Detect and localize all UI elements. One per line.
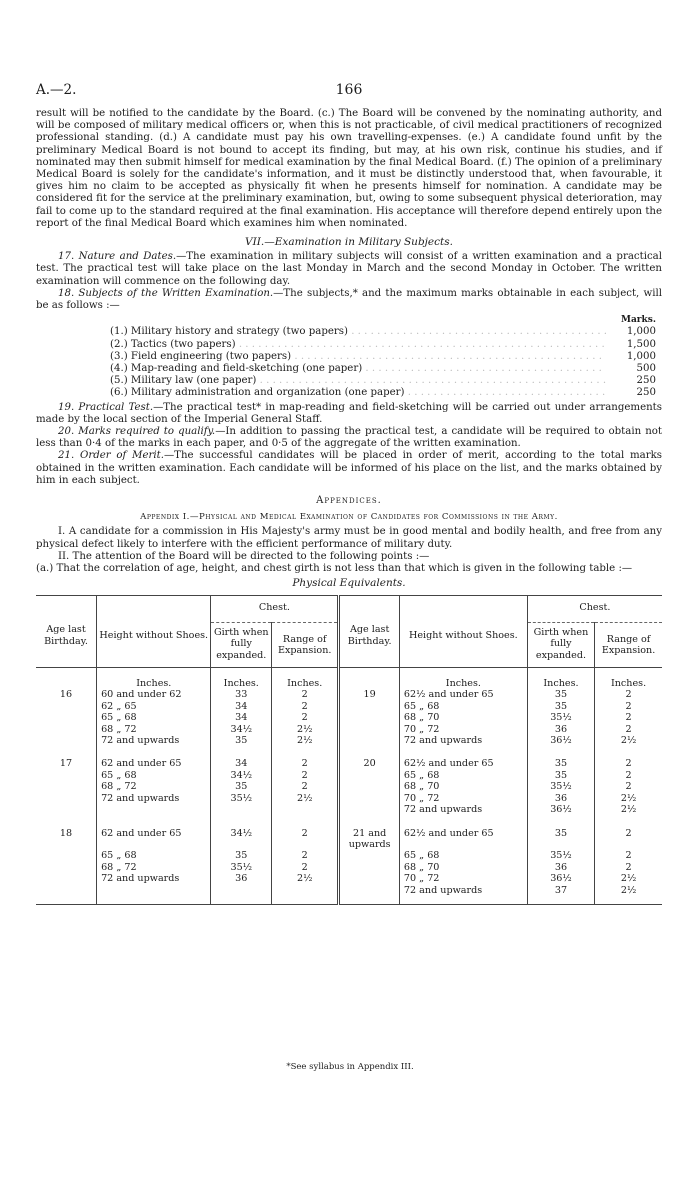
girth-right: 36 bbox=[527, 793, 594, 804]
range-left: 2 bbox=[272, 701, 339, 712]
age-left bbox=[36, 793, 97, 804]
marks-value: 500 bbox=[636, 363, 656, 375]
appendix-para-1: I. A candidate for a commission in His Majesty's army must be in good mental and bodily health, and free from any physical defect likely to interfere with the efficient performance of military duty. bbox=[36, 526, 662, 550]
girth-left: 34 bbox=[211, 746, 272, 769]
page-number: 166 bbox=[335, 82, 363, 98]
marks-subject: (6.) Military administration and organization (one paper) . . . bbox=[110, 387, 606, 399]
table-row bbox=[36, 735, 662, 746]
range-left bbox=[272, 885, 339, 896]
table-row bbox=[36, 724, 662, 735]
age-left: 16 bbox=[59, 689, 73, 701]
table-row bbox=[36, 712, 662, 723]
height-right: 68 „ 70 bbox=[399, 862, 527, 873]
height-right: 68 „ 70 bbox=[399, 781, 527, 792]
marks-subject: (4.) Map-reading and field-sketching (one paper) . . . bbox=[110, 363, 606, 375]
marks-value: 1,000 bbox=[626, 350, 656, 362]
paragraph-18 bbox=[36, 288, 662, 312]
height-left: 72 and upwards bbox=[97, 735, 211, 746]
age-right bbox=[339, 735, 400, 746]
girth-right: 35½ bbox=[527, 712, 594, 723]
marks-value: 1,000 bbox=[626, 326, 656, 338]
range-left: 2½ bbox=[272, 793, 339, 804]
paragraph-17 bbox=[36, 251, 662, 288]
range-left bbox=[272, 804, 339, 815]
age-right bbox=[339, 804, 400, 815]
height-right: 72 and upwards bbox=[399, 885, 527, 896]
paragraph-21 bbox=[36, 450, 662, 487]
age-right bbox=[339, 724, 400, 735]
age-right bbox=[339, 701, 400, 712]
girth-right: 35 bbox=[527, 701, 594, 712]
header-range-left: Range of Expansion. bbox=[272, 622, 339, 667]
age-right bbox=[339, 862, 400, 873]
table-row bbox=[36, 804, 662, 815]
range-left: 2½ bbox=[272, 724, 339, 735]
paragraph-continuation: result will be notified to the candidate by the Board. (c.) The Board will be convened by the nominating authority, and will be composed of military medical officers or, when this is not practicable, of civil medical practitioners of recognized professional standing. (d.) A candidate must pay his own travelling-expenses. (e.) A candidate found unfit by the preliminary Medical Board is not bound to accept its finding, but may, at his own risk, continue his studies, and if nominated may then submit himself for medical examination by the final Medical Board. (f.) The opinion of a preliminary Medical Board is solely for the candidate's information, and it must be distinctly understood that, when favourable, it gives him no claim to be accepted as physically fit when he presents himself for nomination. A candidate may be considered fit for the service at the preliminary examination, but, owing to some subsequent physical deterioration, may fail to come up to the standard required at the final examination. His acceptance will therefore depend entirely upon the report of the final Medical Board which examines him when nominated. bbox=[36, 108, 662, 229]
age-right bbox=[339, 850, 400, 861]
age-left bbox=[36, 712, 97, 723]
height-right: 65 „ 68 bbox=[399, 701, 527, 712]
table-row bbox=[36, 689, 662, 700]
girth-left: 34½ bbox=[211, 816, 272, 851]
girth-right: 35½ bbox=[527, 781, 594, 792]
table-row bbox=[36, 885, 662, 896]
paragraph-21-label: 21. Order of Merit. bbox=[58, 450, 164, 462]
height-right: 62½ and under 65 bbox=[399, 816, 527, 851]
section-heading: VII.—Examination in Military Subjects. bbox=[245, 236, 453, 249]
height-left: 68 „ 72 bbox=[97, 862, 211, 873]
girth-left: 35 bbox=[211, 781, 272, 792]
range-right: 2 bbox=[595, 816, 662, 851]
table-caption: Physical Equivalents. bbox=[292, 577, 406, 590]
girth-right: 35 bbox=[527, 746, 594, 769]
girth-right: 36 bbox=[527, 724, 594, 735]
range-left: 2½ bbox=[272, 873, 339, 884]
table-row bbox=[36, 850, 662, 861]
table-row bbox=[36, 862, 662, 873]
girth-left: 34½ bbox=[211, 770, 272, 781]
height-left: 72 and upwards bbox=[97, 793, 211, 804]
age-right bbox=[339, 712, 400, 723]
appendix-para-a: (a.) That the correlation of age, height, and chest girth is not less than that which is given in the following table :— bbox=[36, 563, 633, 575]
range-right: 2 bbox=[595, 850, 662, 861]
height-right: 70 „ 72 bbox=[399, 724, 527, 735]
age-right bbox=[339, 885, 400, 896]
girth-right: 35 bbox=[527, 689, 594, 700]
height-right: 62½ and under 65 bbox=[399, 689, 527, 700]
height-left: 72 and upwards bbox=[97, 873, 211, 884]
age-left bbox=[36, 770, 97, 781]
range-right: 2 bbox=[595, 724, 662, 735]
age-left: 17 bbox=[59, 758, 73, 770]
girth-left: 34 bbox=[211, 701, 272, 712]
units-height-left: Inches. bbox=[97, 668, 211, 690]
document-reference: A.—2. bbox=[36, 82, 77, 98]
girth-right: 36½ bbox=[527, 735, 594, 746]
marks-row bbox=[110, 387, 662, 399]
marks-value: 1,500 bbox=[626, 338, 656, 350]
height-left bbox=[97, 885, 211, 896]
marks-list bbox=[36, 314, 662, 399]
girth-left: 35½ bbox=[211, 862, 272, 873]
appendix-para-2: II. The attention of the Board will be directed to the following points :— bbox=[58, 550, 430, 562]
range-right: 2 bbox=[595, 701, 662, 712]
girth-left: 33 bbox=[211, 689, 272, 700]
paragraph-21-text: —The successful candidates will be placed in order of merit, according to the total marks obtained in the written examination. Each candidate will be informed of his place on the list, and the marks obtained by him in each subject. bbox=[36, 450, 662, 486]
age-left bbox=[36, 862, 97, 873]
paragraph-20-text: —In addition to passing the practical test, a candidate will be required to obtain not less than 0·4 of the marks in each paper, and 0·5 of the aggregate of the written examination. bbox=[36, 425, 662, 450]
range-left: 2 bbox=[272, 850, 339, 861]
marks-row bbox=[110, 375, 662, 387]
table-bottom-rule bbox=[36, 896, 662, 905]
height-right: 72 and upwards bbox=[399, 735, 527, 746]
age-left bbox=[36, 781, 97, 792]
marks-value: 250 bbox=[636, 375, 656, 387]
units-range-left: Inches. bbox=[272, 668, 339, 690]
marks-subject: (2.) Tactics (two papers) . . . bbox=[110, 339, 606, 351]
header-height-right: Height without Shoes. bbox=[399, 596, 527, 668]
range-right: 2½ bbox=[595, 735, 662, 746]
height-left: 62 „ 65 bbox=[97, 701, 211, 712]
girth-right: 36 bbox=[527, 862, 594, 873]
age-left bbox=[36, 873, 97, 884]
girth-right: 37 bbox=[527, 885, 594, 896]
range-right: 2 bbox=[595, 862, 662, 873]
paragraph-20-label: 20. Marks required to qualify. bbox=[58, 425, 216, 437]
range-right: 2 bbox=[595, 781, 662, 792]
range-right: 2½ bbox=[595, 885, 662, 896]
header-age-right: Age last Birthday. bbox=[339, 596, 400, 668]
marks-subject: (3.) Field engineering (two papers) . . . bbox=[110, 351, 606, 363]
height-left bbox=[97, 804, 211, 815]
height-right: 62½ and under 65 bbox=[399, 746, 527, 769]
footnote: *See syllabus in Appendix III. bbox=[286, 1062, 414, 1072]
range-left: 2 bbox=[272, 862, 339, 873]
marks-subject: (5.) Military law (one paper) . . . bbox=[110, 375, 606, 387]
height-left: 62 and under 65 bbox=[97, 746, 211, 769]
header-range-right: Range of Expansion. bbox=[595, 622, 662, 667]
girth-left: 34 bbox=[211, 712, 272, 723]
range-right: 2 bbox=[595, 770, 662, 781]
height-right: 72 and upwards bbox=[399, 804, 527, 815]
age-left bbox=[36, 850, 97, 861]
paragraph-18-text: —The subjects,* and the maximum marks obtainable in each subject, will be as follows :— bbox=[36, 287, 662, 312]
height-right: 70 „ 72 bbox=[399, 793, 527, 804]
age-left bbox=[36, 804, 97, 815]
paragraph-19 bbox=[36, 402, 662, 426]
height-left: 65 „ 68 bbox=[97, 712, 211, 723]
range-right: 2½ bbox=[595, 804, 662, 815]
age-right bbox=[339, 793, 400, 804]
paragraph-18-label: 18. Subjects of the Written Examination. bbox=[58, 287, 274, 299]
paragraph-20 bbox=[36, 426, 662, 450]
height-left: 65 „ 68 bbox=[97, 850, 211, 861]
header-height-left: Height without Shoes. bbox=[97, 596, 211, 668]
height-left: 68 „ 72 bbox=[97, 724, 211, 735]
units-girth-right: Inches. bbox=[527, 668, 594, 690]
range-right: 2 bbox=[595, 712, 662, 723]
girth-left: 34½ bbox=[211, 724, 272, 735]
marks-row bbox=[110, 363, 662, 375]
header-girth-right: Girth when fully expanded. bbox=[527, 622, 594, 667]
girth-right: 35½ bbox=[527, 850, 594, 861]
units-height-right: Inches. bbox=[399, 668, 527, 690]
table-row bbox=[36, 701, 662, 712]
age-left: 18 bbox=[59, 827, 73, 839]
girth-left: 35 bbox=[211, 850, 272, 861]
range-left: 2 bbox=[272, 781, 339, 792]
paragraph-17-label: 17. Nature and Dates. bbox=[58, 251, 177, 263]
table-row bbox=[36, 793, 662, 804]
age-left bbox=[36, 735, 97, 746]
age-left bbox=[36, 724, 97, 735]
paragraph-17-text: —The examination in military subjects will consist of a written examination and a practical test. The practical test will take place on the last Monday in March and the second Monday in October. The written examination will commence on the following day. bbox=[36, 251, 662, 287]
marks-value: 250 bbox=[636, 387, 656, 399]
age-left bbox=[36, 701, 97, 712]
range-left: 2 bbox=[272, 770, 339, 781]
marks-heading: Marks. bbox=[621, 315, 656, 326]
range-left: 2 bbox=[272, 816, 339, 851]
table-row bbox=[36, 816, 662, 851]
height-left: 68 „ 72 bbox=[97, 781, 211, 792]
appendices-heading: Appendices. bbox=[316, 495, 382, 506]
range-left: 2 bbox=[272, 689, 339, 700]
table-row bbox=[36, 746, 662, 769]
height-left: 60 and under 62 bbox=[97, 689, 211, 700]
girth-left: 36 bbox=[211, 873, 272, 884]
header-chest-right: Chest. bbox=[527, 596, 662, 622]
age-right bbox=[339, 770, 400, 781]
document-body bbox=[36, 108, 662, 905]
age-right: 20 bbox=[339, 746, 400, 769]
paragraph-19-label: 19. Practical Test. bbox=[58, 401, 154, 413]
age-right: 19 bbox=[339, 689, 400, 700]
header-chest-left: Chest. bbox=[211, 596, 339, 622]
range-right: 2 bbox=[595, 689, 662, 700]
girth-right: 36½ bbox=[527, 873, 594, 884]
marks-row bbox=[110, 339, 662, 351]
girth-left bbox=[211, 885, 272, 896]
paragraph-19-text: —The practical test* in map-reading and field-sketching will be carried out under arrangements made by the local section of the Imperial General Staff. bbox=[36, 401, 662, 425]
age-right bbox=[339, 781, 400, 792]
marks-row bbox=[110, 326, 662, 338]
marks-row bbox=[110, 351, 662, 363]
physical-equivalents-table bbox=[36, 595, 662, 905]
age-right bbox=[339, 873, 400, 884]
range-right: 2½ bbox=[595, 793, 662, 804]
range-right: 2 bbox=[595, 746, 662, 769]
page-header bbox=[36, 82, 662, 102]
girth-left: 35½ bbox=[211, 793, 272, 804]
height-right: 65 „ 68 bbox=[399, 850, 527, 861]
girth-left: 35 bbox=[211, 735, 272, 746]
height-right: 65 „ 68 bbox=[399, 770, 527, 781]
header-age-left: Age last Birthday. bbox=[36, 596, 97, 668]
height-right: 70 „ 72 bbox=[399, 873, 527, 884]
girth-right: 35 bbox=[527, 770, 594, 781]
range-left: 2½ bbox=[272, 735, 339, 746]
height-left: 65 „ 68 bbox=[97, 770, 211, 781]
girth-right: 36½ bbox=[527, 804, 594, 815]
height-left: 62 and under 65 bbox=[97, 816, 211, 851]
girth-left bbox=[211, 804, 272, 815]
girth-right: 35 bbox=[527, 816, 594, 851]
range-left: 2 bbox=[272, 712, 339, 723]
range-right: 2½ bbox=[595, 873, 662, 884]
table-row bbox=[36, 781, 662, 792]
table-row bbox=[36, 770, 662, 781]
age-left bbox=[36, 885, 97, 896]
units-range-right: Inches. bbox=[595, 668, 662, 690]
header-girth-left: Girth when fully expanded. bbox=[211, 622, 272, 667]
table-row bbox=[36, 873, 662, 884]
marks-subject: (1.) Military history and strategy (two papers) . . . bbox=[110, 326, 606, 338]
height-right: 68 „ 70 bbox=[399, 712, 527, 723]
range-left: 2 bbox=[272, 746, 339, 769]
appendix-title: Appendix I.—Physical and Medical Examination of Candidates for Commissions in the Army. bbox=[140, 512, 558, 523]
units-girth-left: Inches. bbox=[211, 668, 272, 690]
age-right: 21 and upwards bbox=[339, 816, 400, 851]
